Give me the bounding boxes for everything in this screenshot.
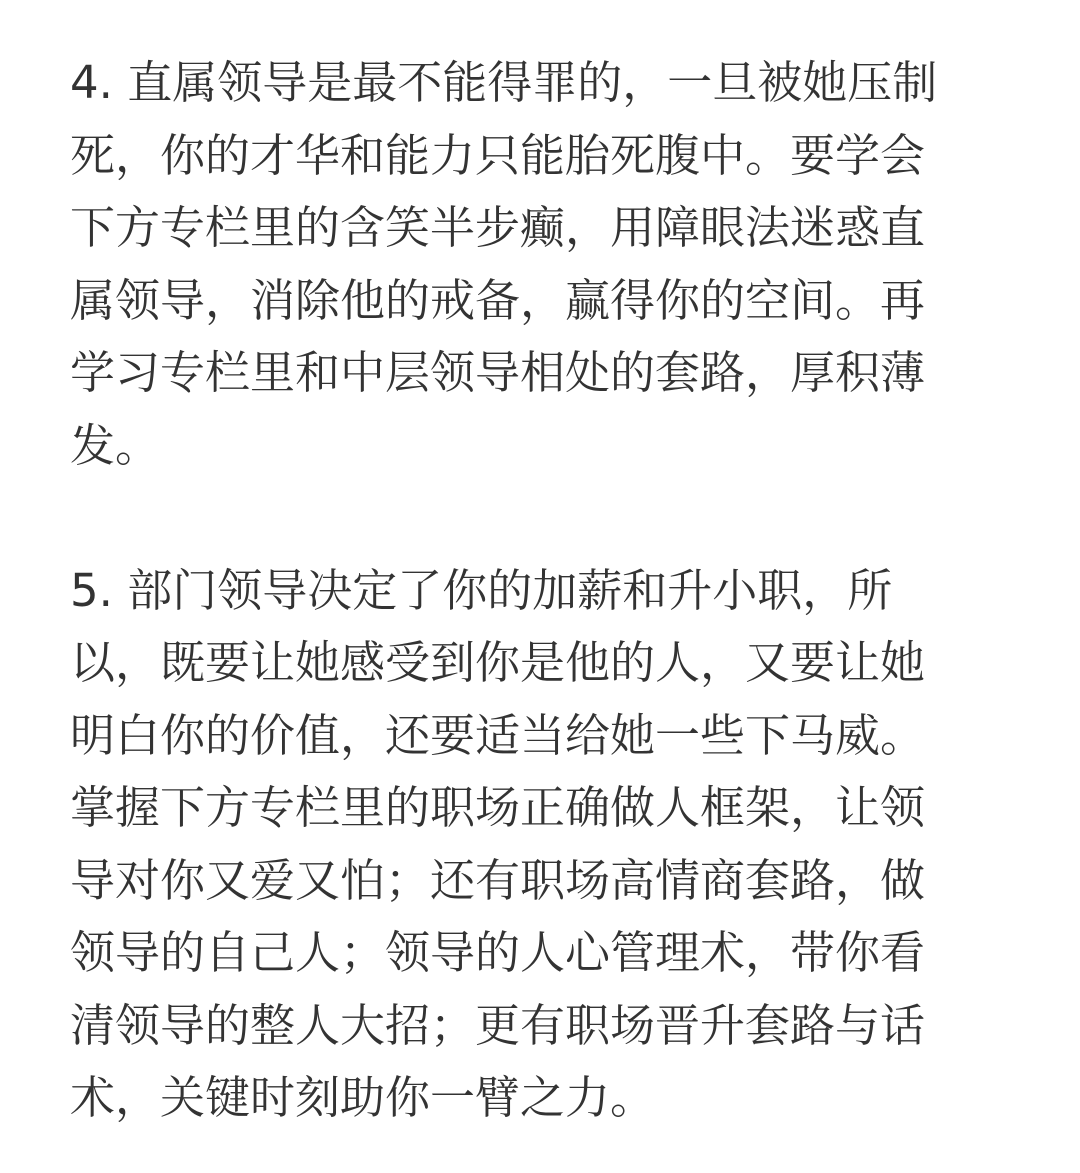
text-line: 术，关键时刻助你一臂之力。 — [70, 1071, 656, 1124]
article-body — [70, 47, 990, 1135]
text-line: 掌握下方专栏里的职场正确做人框架，让领 — [70, 781, 926, 834]
paragraph-spacer — [70, 482, 990, 555]
text-line: 发。 — [70, 418, 161, 472]
text-line: 导对你又爱又怕；还有职场高情商套路，做 — [70, 853, 926, 907]
paragraph-5 — [70, 555, 990, 1135]
text-line: 领导的自己人；领导的人心管理术，带你看 — [70, 926, 926, 979]
text-line: 学习专栏里和中层领导相处的套路，厚积薄 — [70, 346, 926, 399]
text-line: 4. 直属领导是最不能得罪的，一旦被她压制 — [70, 56, 938, 109]
text-line: 5. 部门领导决定了你的加薪和升小职，所 — [70, 563, 893, 617]
text-line: 属领导，消除他的戒备，赢得你的空间。再 — [70, 273, 926, 327]
text-line: 以，既要让她感受到你是他的人，又要让她 — [70, 636, 926, 689]
text-line: 死，你的才华和能力只能胎死腹中。要学会 — [70, 128, 926, 182]
text-line: 清领导的整人大招；更有职场晋升套路与话 — [70, 998, 926, 1052]
text-line: 明白你的价值，还要适当给她一些下马威。 — [70, 708, 926, 762]
paragraph-4 — [70, 47, 990, 482]
text-line: 下方专栏里的含笑半步癫，用障眼法迷惑直 — [70, 201, 926, 254]
